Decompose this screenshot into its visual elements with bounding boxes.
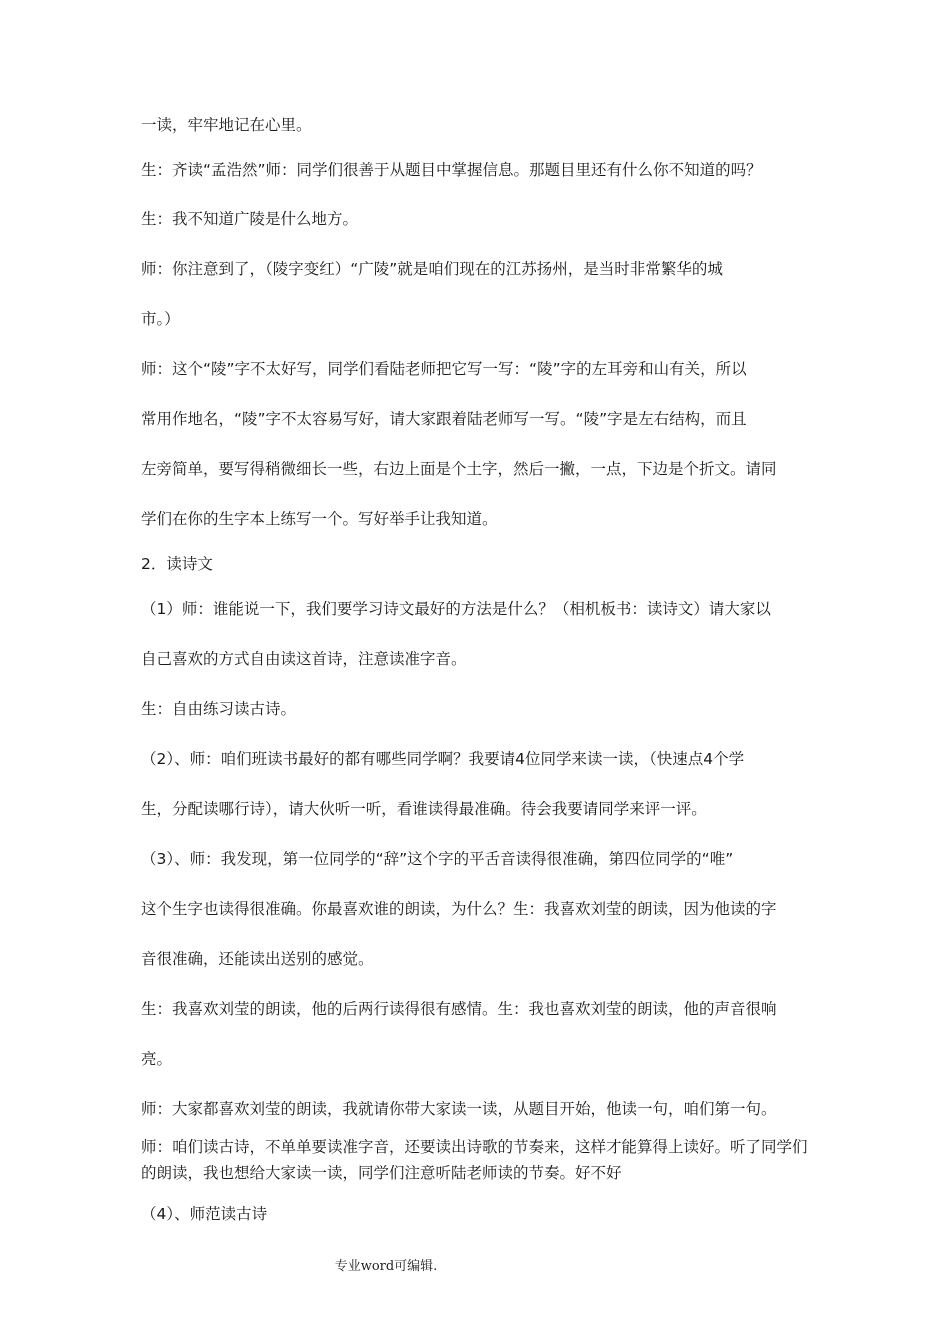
text-line: 自己喜欢的方式自由读这首诗，注意读准字音。 bbox=[141, 650, 467, 668]
text-line: （1）师：谁能说一下，我们要学习诗文最好的方法是什么？（相机板书：读诗文）请大家以 bbox=[141, 600, 771, 618]
text-line: 生：齐读“孟浩然”师：同学们很善于从题目中掌握信息。那题目里还有什么你不知道的吗？ bbox=[141, 161, 762, 179]
text-line: 常用作地名，“陵”字不太容易写好，请大家跟着陆老师写一写。“陵”字是左右结构，而且 bbox=[141, 410, 747, 428]
text-line: 生：我不知道广陵是什么地方。 bbox=[141, 210, 359, 228]
text-line: 生：自由练习读古诗。 bbox=[141, 700, 297, 718]
text-line: 左旁简单，要写得稍微细长一些，右边上面是个土字，然后一撇，一点，下边是个折文。请同 bbox=[141, 460, 777, 478]
text-line: 生：我喜欢刘莹的朗读，他的后两行读得很有感情。生：我也喜欢刘莹的朗读，他的声音很响 bbox=[141, 1000, 777, 1018]
page-footer: 专业word可编辑. bbox=[334, 1259, 438, 1274]
text-line: 学们在你的生字本上练写一个。写好举手让我知道。 bbox=[141, 510, 498, 528]
text-line: 一读，牢牢地记在心里。 bbox=[141, 116, 312, 134]
text-line: 音很准确，还能读出送别的感觉。 bbox=[141, 950, 374, 968]
text-line: 师：这个“陵”字不太好写，同学们看陆老师把它写一写：“陵”字的左耳旁和山有关，所以 bbox=[141, 360, 747, 378]
text-line: 这个生字也读得很准确。你最喜欢谁的朗读，为什么？生：我喜欢刘莹的朗读，因为他读的字 bbox=[141, 900, 777, 918]
text-line: （3）、师：我发现，第一位同学的“辞”这个字的平舌音读得很准确，第四位同学的“唯” bbox=[141, 850, 734, 868]
text-paragraph: 师：咱们读古诗，不单单要读准字音，还要读出诗歌的节奏来，这样才能算得上读好。听了同学们的朗读，我也想给大家读一读，同学们注意听陆老师读的节奏。好不好 bbox=[141, 1138, 808, 1182]
text-line: （2）、师：咱们班读书最好的都有哪些同学啊？我要请4位同学来读一读，（快速点4个学 bbox=[141, 750, 745, 768]
text-line: 市。） bbox=[141, 310, 180, 328]
text-line: 亮。 bbox=[141, 1050, 173, 1068]
section-heading: 2．读诗文 bbox=[141, 555, 213, 573]
text-line: （4）、师范读古诗 bbox=[141, 1205, 268, 1223]
text-line: 师：你注意到了，（陵字变红）“广陵”就是咱们现在的江苏扬州，是当时非常繁华的城 bbox=[141, 260, 723, 278]
text-line: 师：大家都喜欢刘莹的朗读，我就请你带大家读一读，从题目开始，他读一句，咱们第一句。 bbox=[141, 1100, 777, 1118]
text-line: 生，分配读哪行诗），请大伙听一听，看谁读得最准确。待会我要请同学来评一评。 bbox=[141, 800, 707, 818]
